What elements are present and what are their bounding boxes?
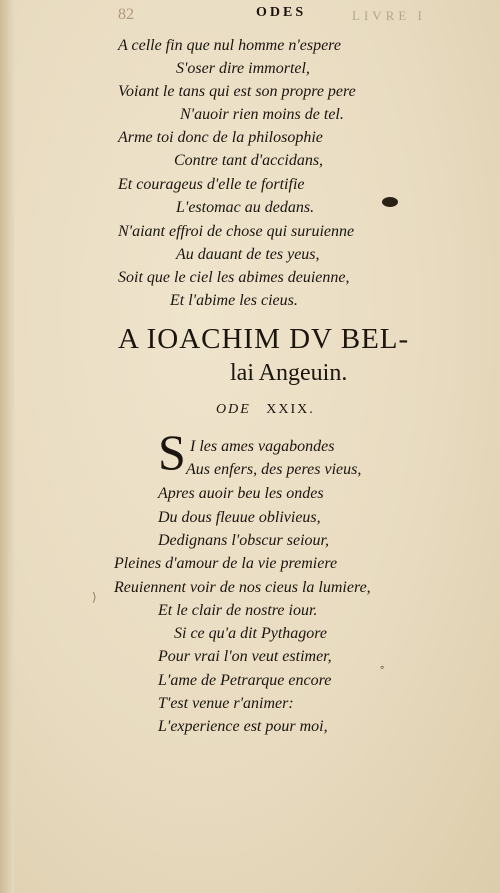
- verse-line: Contre tant d'accidans,: [174, 152, 324, 169]
- verse-line: L'estomac au dedans.: [176, 199, 315, 216]
- verse-line: N'auoir rien moins de tel.: [180, 106, 344, 123]
- verse-line: I les ames vagabondes: [190, 438, 335, 455]
- ode-number: XXIX.: [266, 402, 315, 417]
- verse-line: Dedignans l'obscur seiour,: [158, 532, 329, 549]
- verse-line: Et l'abime les cieus.: [170, 292, 298, 309]
- margin-mark: ⟩: [92, 590, 97, 604]
- verse-line: Pour vrai l'on veut estimer,: [158, 648, 332, 665]
- verse-line: Du dous fleuue oblivieus,: [158, 509, 321, 526]
- verse-line: Soit que le ciel les abimes deuienne,: [118, 269, 350, 286]
- verse-line: L'ame de Petrarque encore: [158, 672, 332, 689]
- running-header: ODES: [256, 5, 307, 20]
- verse-line: Pleines d'amour de la vie premiere: [114, 555, 338, 572]
- ode-title-continuation: lai Angeuin.: [230, 360, 348, 386]
- show-through-header: LIVRE I: [352, 8, 426, 23]
- margin-mark: ◦: [380, 660, 385, 674]
- ink-blot: [382, 197, 398, 207]
- verse-line: T'est venue r'animer:: [158, 695, 294, 712]
- verse-line: Au dauant de tes yeus,: [176, 246, 320, 263]
- page-gutter: [0, 0, 14, 893]
- drop-cap: S: [158, 424, 186, 480]
- verse-line: Arme toi donc de la philosophie: [118, 129, 323, 146]
- verse-line: Aus enfers, des peres vieus,: [186, 461, 362, 478]
- ode-number-heading: [216, 402, 315, 418]
- verse-line: Si ce qu'a dit Pythagore: [174, 625, 328, 642]
- page-number: 82: [118, 6, 134, 23]
- verse-line: N'aiant effroi de chose qui suruienne: [118, 223, 355, 240]
- verse-line: S'oser dire immortel,: [176, 60, 310, 77]
- ode-title: A IOACHIM DV BEL-: [118, 323, 410, 355]
- verse-line: Et le clair de nostre iour.: [158, 602, 318, 619]
- verse-line: Voiant le tans qui est son propre pere: [118, 83, 356, 100]
- verse-line: Et courageus d'elle te fortifie: [118, 176, 305, 193]
- verse-line: L'experience est pour moi,: [158, 718, 328, 735]
- verse-line: Reuiennent voir de nos cieus la lumiere,: [114, 579, 371, 596]
- ode-label: ODE: [216, 402, 251, 417]
- verse-line: Apres auoir beu les ondes: [158, 485, 324, 502]
- verse-line: A celle fin que nul homme n'espere: [118, 37, 341, 54]
